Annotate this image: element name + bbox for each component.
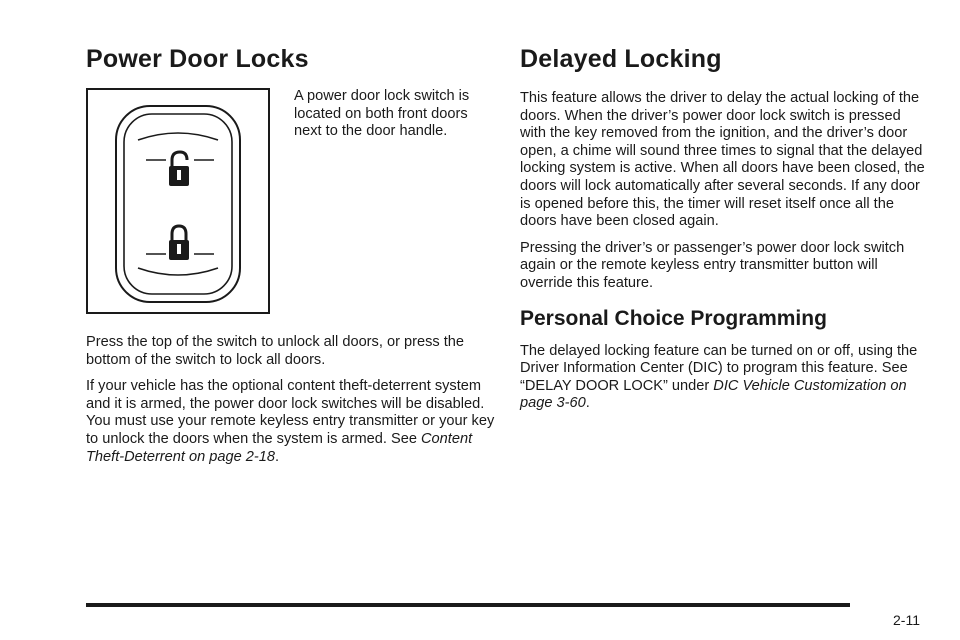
theft-deterrent-paragraph bbox=[86, 378, 496, 466]
theft-deterrent-reference: Content Theft-Deterrent on page 2-18 bbox=[86, 430, 473, 465]
theft-deterrent-end: . bbox=[275, 448, 280, 465]
delayed-locking-paragraph: This feature allows the driver to delay the actual locking of the doors. When the driver’s power door lock switch is pressed with the key removed from the ignition, and the driver’s door open, a chime will sound three times to signal that the delayed locking system is active. When all doors have been closed, the doors will lock automatically after several seconds. If any door is opened before this, the timer will reset itself once all the doors have been closed again. bbox=[520, 90, 925, 230]
dic-reference: DIC Vehicle Customization on page 3-60 bbox=[520, 377, 907, 412]
switch-figure-row bbox=[86, 88, 496, 318]
unlock-icon bbox=[169, 152, 189, 186]
programming-end: . bbox=[585, 395, 590, 412]
switch-instructions-paragraph: Press the top of the switch to unlock all doors, or press the bottom of the switch to lock all doors. bbox=[86, 334, 465, 368]
lock-icon bbox=[169, 226, 189, 260]
delayed-locking-heading: Delayed Locking bbox=[520, 45, 722, 73]
programming-text: The delayed locking feature can be turned on or off, using the Driver Information Center (DIC) to program this feature. See “DELAY DOOR LOCK” under bbox=[520, 342, 918, 394]
override-paragraph: Pressing the driver’s or passenger’s power door lock switch again or the remote keyless entry transmitter button will override this feature. bbox=[520, 239, 905, 291]
power-door-locks-heading: Power Door Locks bbox=[86, 45, 309, 73]
personal-choice-heading: Personal Choice Programming bbox=[520, 306, 827, 330]
right-column bbox=[520, 42, 930, 413]
door-lock-switch-figure bbox=[86, 88, 270, 314]
door-lock-switch-illustration bbox=[88, 90, 268, 312]
theft-deterrent-text: If your vehicle has the optional content theft-deterrent system and it is armed, the power door lock switches will be disabled. You must use your remote keyless entry transmitter or your key to unlock the doors when the system is armed. See bbox=[86, 378, 495, 447]
figure-caption: A power door lock switch is located on both front doors next to the door handle. bbox=[294, 88, 470, 140]
footer-rule bbox=[86, 603, 850, 607]
page-number: 2-11 bbox=[893, 612, 920, 628]
programming-paragraph bbox=[520, 343, 930, 413]
left-column bbox=[86, 42, 496, 466]
